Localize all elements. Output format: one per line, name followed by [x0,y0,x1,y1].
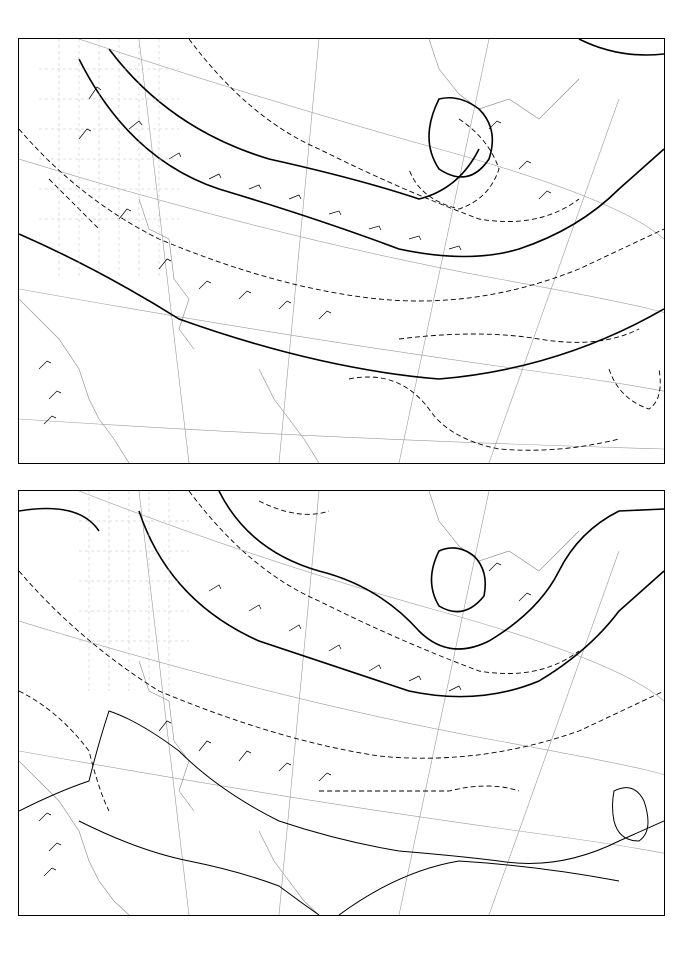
chart-300hpa-map [19,39,664,463]
graticule [19,39,664,463]
temperature-grid-hatch [39,39,179,279]
chart-300hpa [18,38,665,464]
graticule [19,491,664,915]
height-contours [19,491,664,697]
temperature-grid-hatch [79,491,189,691]
chart-500hpa-map [19,491,664,915]
isotherm-contours [19,491,664,811]
chart-500hpa [18,490,665,916]
height-contours [19,39,664,379]
bulletin-header [22,934,62,952]
wind-barbs [39,563,531,876]
thermal-trough [19,711,664,915]
